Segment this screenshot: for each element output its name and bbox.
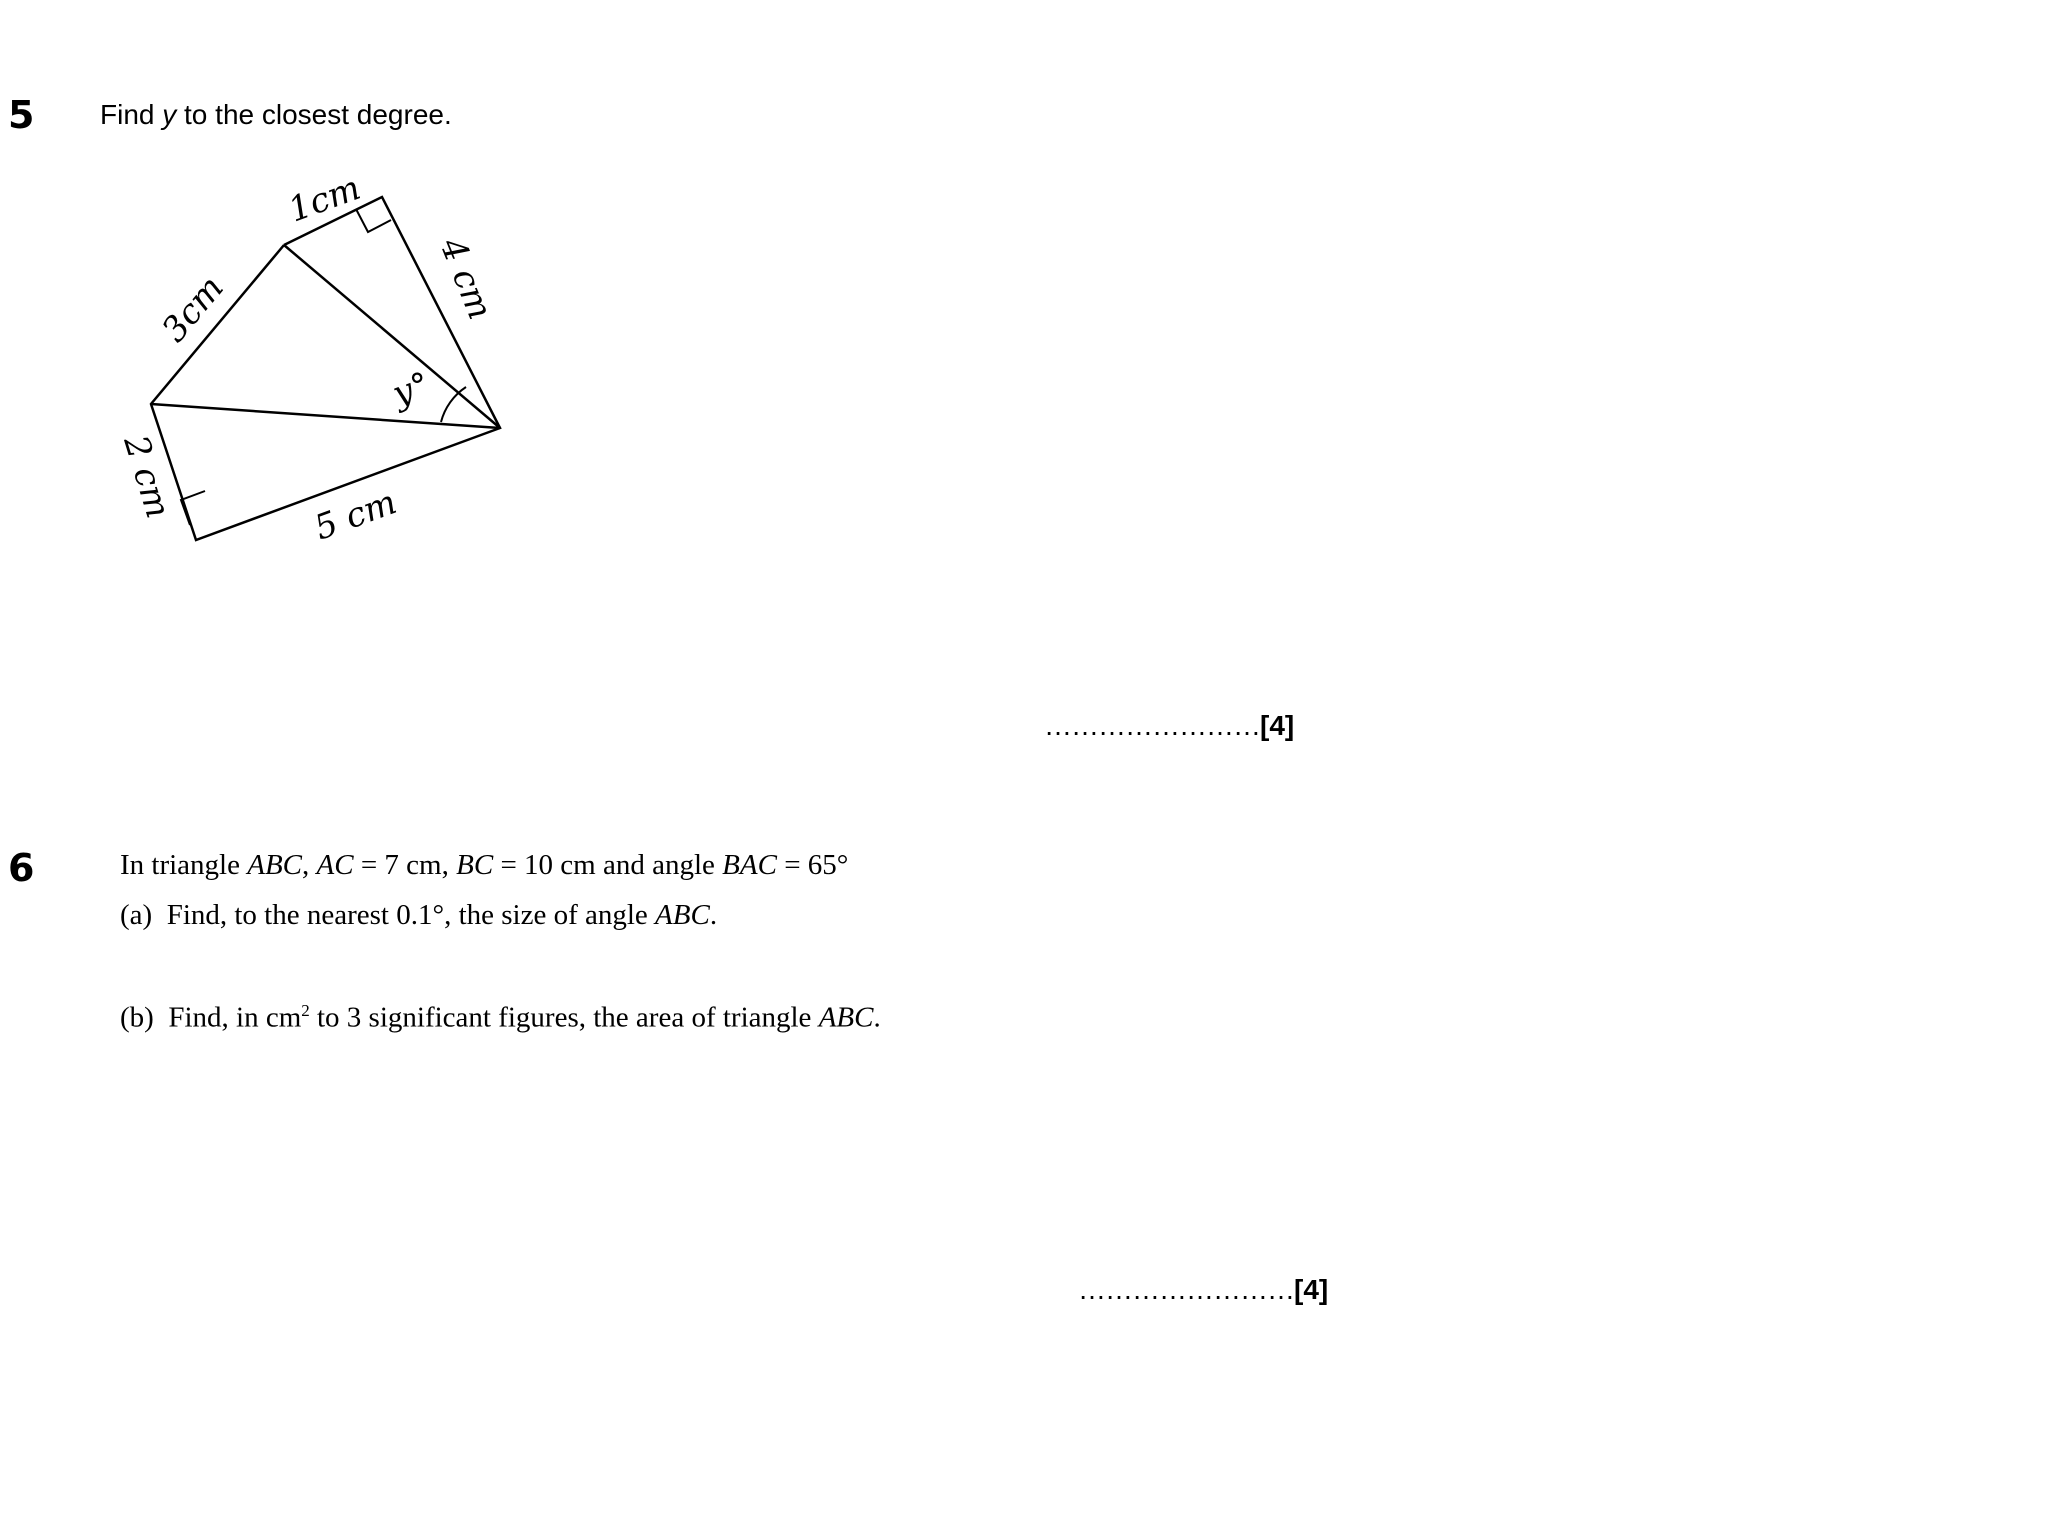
question-6b [120, 1002, 881, 1033]
q5-answer-dots: …………………… [1044, 710, 1260, 741]
q6-intro-t5: = 65° [776, 849, 849, 881]
question-6-number: 6 [8, 846, 35, 890]
question-6-intro [120, 851, 848, 880]
q6-answer-line [1078, 1276, 1328, 1304]
q6b-end: . [873, 1001, 881, 1034]
right-angle-marker-top [356, 209, 391, 232]
q6b-text1: Find, in cm [168, 1001, 302, 1034]
q5-answer-line [1044, 712, 1294, 740]
q6-intro-bc: BC [456, 849, 494, 881]
q6-intro-abc: ABC [247, 849, 303, 881]
q6-answer-dots: …………………… [1078, 1274, 1294, 1305]
q6b-sup: 2 [301, 1001, 310, 1020]
label-3cm: 3cm [154, 268, 232, 350]
angle-arc [441, 387, 466, 422]
q6-intro-ac: AC [316, 849, 354, 881]
q5-marks: [4] [1260, 710, 1295, 741]
q5-prompt-post: to the closest degree. [176, 99, 452, 130]
q6-marks: [4] [1294, 1274, 1329, 1305]
q6-intro-t4: = 10 cm and angle [493, 849, 723, 881]
q6-intro-t3: = 7 cm, [353, 849, 457, 881]
q6a-end: . [709, 899, 718, 931]
label-5cm: 5 cm [309, 482, 402, 549]
q6a-label: (a) [120, 899, 153, 931]
q6b-ref: ABC [818, 1001, 874, 1034]
q6-intro-bac: BAC [722, 849, 777, 881]
q5-diagram [0, 0, 560, 560]
q6b-text2: to 3 significant figures, the area of triangle [309, 1001, 819, 1034]
question-6a [120, 901, 717, 930]
q5-prompt-var: y [162, 99, 177, 130]
right-angle-marker-bottom [181, 491, 205, 525]
q6a-ref: ABC [655, 899, 710, 931]
q5-prompt-pre: Find [100, 99, 163, 130]
q6-intro-t1: In triangle [120, 849, 248, 881]
q6-intro-t2: , [302, 849, 317, 881]
label-1cm: 1cm [283, 167, 366, 231]
label-angle-y: y° [387, 364, 436, 415]
label-4cm: 4 cm [431, 232, 501, 326]
label-2cm: 2 cm [115, 430, 179, 523]
q6a-text: Find, to the nearest 0.1°, the size of angle [166, 899, 656, 931]
q6b-label: (b) [120, 1001, 154, 1034]
question-5-number: 5 [8, 93, 35, 137]
